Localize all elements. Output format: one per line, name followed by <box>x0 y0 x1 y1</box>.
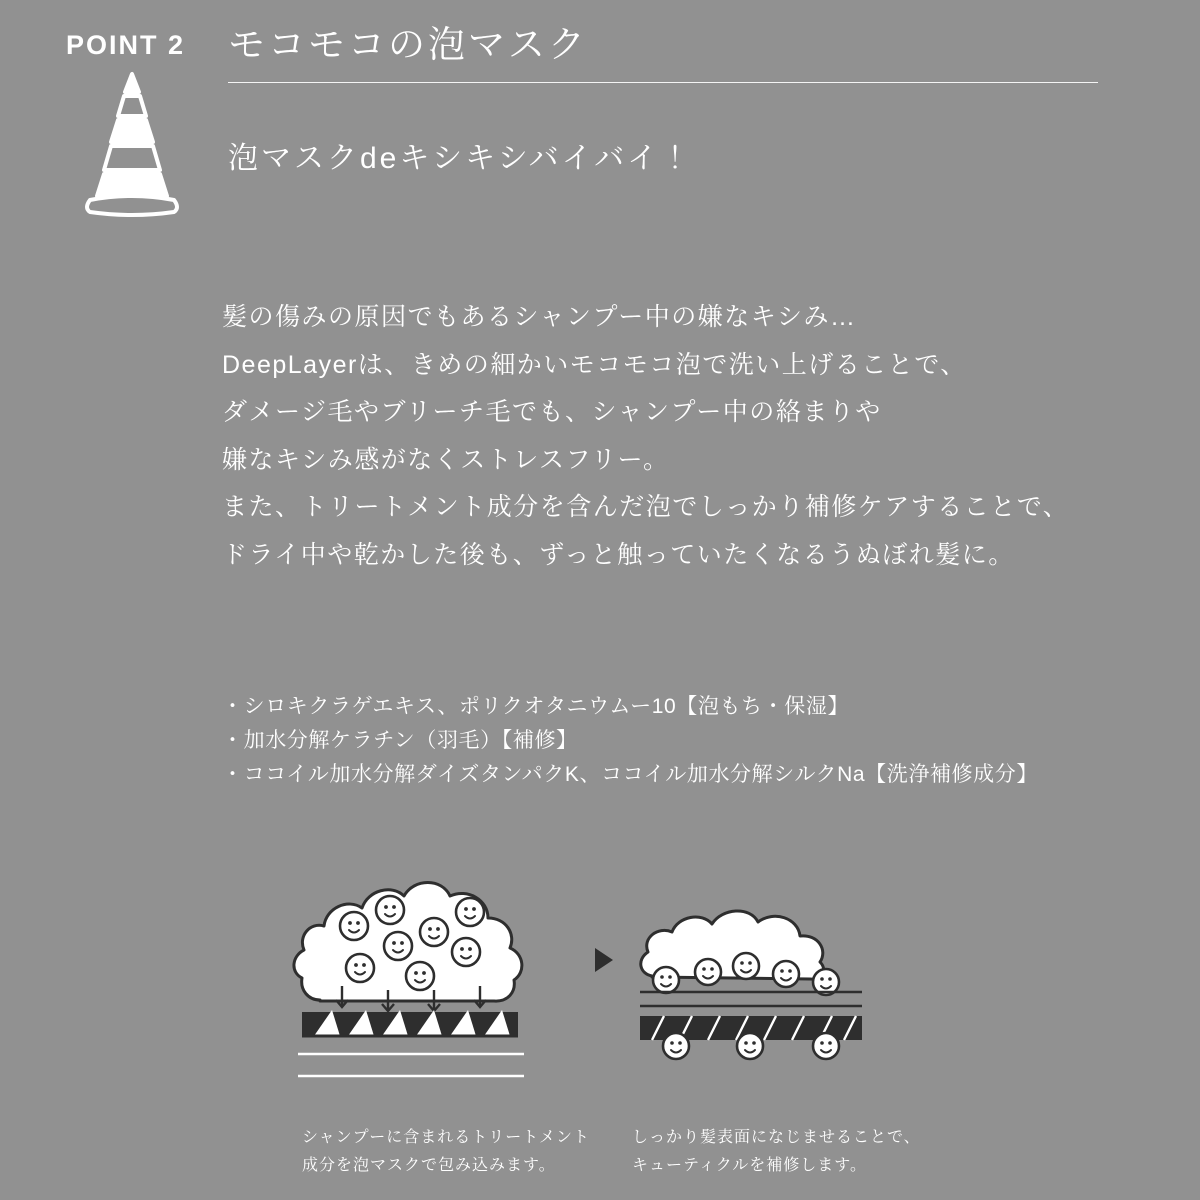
caption-right-line-1: しっかり髪表面になじませることで、 <box>632 1129 921 1146</box>
header <box>0 0 1200 240</box>
list-item: ・シロキクラゲエキス、ポリクオタニウムー10【泡もち・保湿】 <box>222 695 850 718</box>
body-copy <box>222 300 1122 585</box>
caption-right-line-2: キューティクルを補修します。 <box>632 1157 867 1174</box>
body-paragraph: DeepLayerは、きめの細かいモコモコ泡で洗い上げることで、 <box>222 350 967 379</box>
body-paragraph: ダメージ毛やブリーチ毛でも、シャンプー中の絡まりや <box>222 398 882 426</box>
illustration-group <box>280 840 920 1110</box>
caption-left-line-2: 成分を泡マスクで包み込みます。 <box>302 1157 556 1174</box>
page-title: モコモコの泡マスク <box>228 24 588 65</box>
body-paragraph: 髪の傷みの原因でもあるシャンプー中の嫌なキシみ… <box>222 303 857 331</box>
list-item: ・加水分解ケラチン（羽毛）【補修】 <box>222 729 578 753</box>
body-paragraph: また、トリートメント成分を含んだ泡でしっかり補修ケアすることで、 <box>222 493 1070 521</box>
point-label: POINT 2 <box>66 30 186 60</box>
body-paragraph: 嫌なキシみ感がなくストレスフリー。 <box>222 445 670 474</box>
list-item: ・ココイル加水分解ダイズタンパクK、ココイル加水分解シルクNa【洗浄補修成分】 <box>222 763 1038 787</box>
title-block <box>228 22 1098 83</box>
traffic-cone-icon <box>72 66 192 218</box>
ingredient-list <box>222 690 1142 792</box>
foam-bubbles-over-cuticle-icon <box>294 883 524 1077</box>
caption-left-line-1: シャンプーに含まれるトリートメント <box>302 1129 591 1146</box>
subtitle: 泡マスクdeキシキシバイバイ！ <box>228 142 694 175</box>
body-paragraph: ドライ中や乾かした後も、ずっと触っていたくなるうぬぼれ髪に。 <box>222 540 1015 569</box>
foam-absorbed-into-hair-icon <box>640 911 862 1059</box>
caption-left <box>302 1124 590 1180</box>
right-triangle-arrow-icon <box>595 948 613 972</box>
caption-right <box>632 1124 921 1180</box>
title-divider <box>228 82 1098 83</box>
